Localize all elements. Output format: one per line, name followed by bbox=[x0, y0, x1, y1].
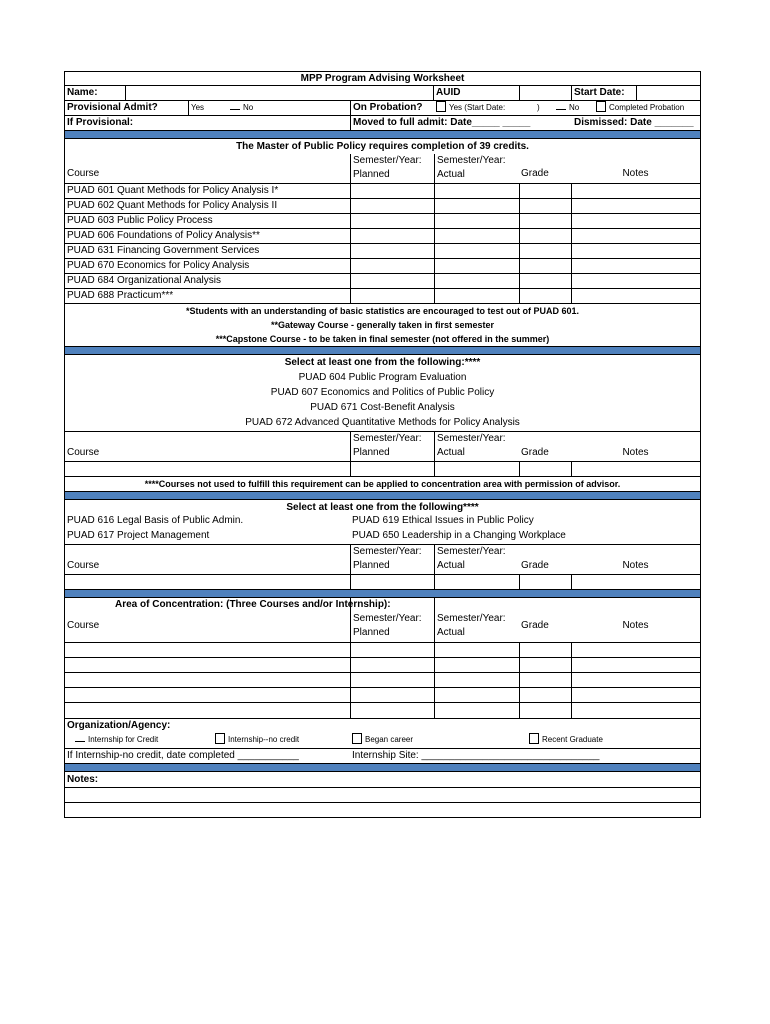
completed-probation-label: Completed Probation bbox=[609, 103, 685, 112]
core-intro: The Master of Public Policy requires completion of 39 credits. bbox=[236, 141, 529, 152]
actual-field[interactable] bbox=[434, 673, 519, 687]
planned-field[interactable] bbox=[350, 259, 434, 273]
table-row bbox=[64, 183, 701, 198]
notes-field[interactable] bbox=[571, 199, 700, 213]
elective1-col-course: Course bbox=[67, 447, 100, 458]
actual-field[interactable] bbox=[434, 184, 519, 198]
elective2-options-row-1 bbox=[64, 514, 701, 529]
grade-field[interactable] bbox=[519, 214, 571, 228]
provisional-row bbox=[64, 100, 701, 115]
actual-field[interactable] bbox=[434, 658, 519, 672]
concentration-col-grade: Grade bbox=[521, 620, 549, 631]
grade-field[interactable] bbox=[519, 673, 571, 687]
table-row bbox=[64, 228, 701, 243]
concentration-col-actual-line1: Semester/Year: bbox=[437, 613, 506, 624]
actual-field[interactable] bbox=[434, 229, 519, 243]
elective2-option: PUAD 619 Ethical Issues in Public Policy bbox=[352, 515, 534, 526]
probation-no-option[interactable] bbox=[554, 101, 594, 115]
advising-worksheet bbox=[64, 71, 701, 818]
table-row bbox=[64, 687, 701, 702]
elective2-col-actual-line1: Semester/Year: bbox=[437, 546, 506, 557]
core-col-planned-line2: Planned bbox=[353, 169, 390, 180]
course-field[interactable] bbox=[65, 673, 350, 687]
course-field[interactable] bbox=[65, 688, 350, 702]
notes-field[interactable] bbox=[571, 229, 700, 243]
internship-options-row bbox=[64, 733, 701, 748]
planned-field[interactable] bbox=[350, 703, 434, 718]
core-col-planned-line1: Semester/Year: bbox=[353, 155, 422, 166]
elective1-col-actual-line2: Actual bbox=[437, 447, 465, 458]
elective2-col-notes: Notes bbox=[622, 560, 649, 571]
actual-field[interactable] bbox=[434, 244, 519, 258]
actual-field[interactable] bbox=[434, 214, 519, 228]
probation-no-blank bbox=[556, 109, 566, 110]
internship-date-completed[interactable]: If Internship-no credit, date completed ___________ bbox=[67, 750, 299, 761]
concentration-col-notes: Notes bbox=[622, 620, 649, 631]
core-col-actual bbox=[434, 154, 519, 183]
grade-field[interactable] bbox=[519, 643, 571, 657]
grade-field[interactable] bbox=[519, 274, 571, 288]
actual-field[interactable] bbox=[434, 643, 519, 657]
provisional-no-blank bbox=[230, 109, 240, 110]
elective1-option: PUAD 607 Economics and Politics of Public Policy bbox=[270, 387, 495, 398]
elective2-heading-row bbox=[64, 499, 701, 514]
notes-field[interactable] bbox=[571, 214, 700, 228]
table-row bbox=[64, 574, 701, 589]
provisional-yes-option[interactable] bbox=[188, 101, 228, 115]
start-date-label: Start Date: bbox=[571, 86, 636, 100]
table-row bbox=[64, 213, 701, 228]
if-provisional-row bbox=[64, 115, 701, 130]
elective1-col-planned-line2: Planned bbox=[353, 447, 390, 458]
notes-field[interactable] bbox=[571, 462, 700, 476]
elective1-note: ****Courses not used to fulfill this requirement can be applied to concentration area with permission of advisor. bbox=[144, 479, 621, 489]
section-divider bbox=[64, 346, 701, 354]
organization-label: Organization/Agency: bbox=[67, 720, 171, 731]
elective1-heading: Select at least one from the following:**** bbox=[284, 357, 481, 368]
concentration-heading: Area of Concentration: (Three Courses and/or Internship): bbox=[115, 599, 391, 610]
course-name: PUAD 631 Financing Government Services bbox=[67, 245, 260, 256]
footnote-1: *Students with an understanding of basic statistics are encouraged to test out of PUAD 601. bbox=[185, 306, 580, 316]
internship-credit-blank bbox=[75, 741, 85, 742]
course-name: PUAD 603 Public Policy Process bbox=[67, 215, 213, 226]
elective2-col-actual bbox=[434, 545, 519, 574]
footnote-3: ***Capstone Course - to be taken in final semester (not offered in the summer) bbox=[215, 334, 550, 344]
table-row bbox=[64, 672, 701, 687]
name-row bbox=[64, 85, 701, 100]
table-row bbox=[64, 288, 701, 303]
notes-field[interactable] bbox=[571, 658, 700, 672]
recent-graduate-checkbox[interactable] bbox=[529, 733, 539, 744]
internship-no-credit-checkbox[interactable] bbox=[215, 733, 225, 744]
elective2-option: PUAD 616 Legal Basis of Public Admin. bbox=[67, 515, 244, 526]
grade-field[interactable] bbox=[519, 199, 571, 213]
notes-field[interactable] bbox=[571, 643, 700, 657]
notes-field[interactable] bbox=[571, 575, 700, 589]
grade-field[interactable] bbox=[519, 462, 571, 476]
planned-field[interactable] bbox=[350, 214, 434, 228]
moved-to-full-label: Moved to full admit: Date_____ _____ bbox=[350, 116, 570, 130]
concentration-col-actual bbox=[434, 597, 519, 642]
elective2-col-actual-line2: Actual bbox=[437, 560, 465, 571]
grade-field[interactable] bbox=[519, 703, 571, 718]
notes-field[interactable] bbox=[571, 244, 700, 258]
probation-close-paren: ) bbox=[537, 103, 540, 112]
core-col-grade: Grade bbox=[521, 168, 549, 179]
internship-no-credit-option[interactable] bbox=[213, 733, 350, 748]
if-provisional-label: If Provisional: bbox=[67, 117, 134, 128]
grade-field[interactable] bbox=[519, 184, 571, 198]
recent-graduate-label: Recent Graduate bbox=[542, 735, 603, 744]
probation-no-label: No bbox=[569, 103, 580, 112]
auid-label: AUID bbox=[433, 86, 519, 100]
recent-graduate-option[interactable] bbox=[527, 733, 699, 748]
elective1-col-actual-line1: Semester/Year: bbox=[437, 433, 506, 444]
completed-probation-checkbox[interactable] bbox=[596, 101, 606, 112]
course-name: PUAD 602 Quant Methods for Policy Analysis II bbox=[67, 200, 278, 211]
planned-field[interactable] bbox=[350, 229, 434, 243]
probation-yes-checkbox[interactable] bbox=[436, 101, 446, 112]
provisional-admit-label: Provisional Admit? bbox=[67, 102, 158, 113]
concentration-col-planned-line2: Planned bbox=[353, 627, 390, 638]
course-name: PUAD 684 Organizational Analysis bbox=[67, 275, 221, 286]
table-row bbox=[64, 642, 701, 657]
actual-field[interactable] bbox=[434, 462, 519, 476]
grade-field[interactable] bbox=[519, 658, 571, 672]
notes-line[interactable] bbox=[64, 802, 701, 818]
provisional-no-option[interactable] bbox=[228, 101, 288, 115]
elective2-col-course: Course bbox=[67, 560, 100, 571]
table-row bbox=[64, 243, 701, 258]
planned-field[interactable] bbox=[350, 673, 434, 687]
core-col-notes: Notes bbox=[622, 168, 649, 179]
elective1-options bbox=[64, 354, 701, 431]
core-footnotes bbox=[64, 303, 701, 346]
planned-field[interactable] bbox=[350, 643, 434, 657]
provisional-yes-label: Yes bbox=[191, 103, 205, 112]
actual-field[interactable] bbox=[434, 259, 519, 273]
elective2-col-planned-line2: Planned bbox=[353, 560, 390, 571]
section-divider bbox=[64, 763, 701, 771]
internship-details-row bbox=[64, 748, 701, 763]
grade-field[interactable] bbox=[519, 244, 571, 258]
actual-field[interactable] bbox=[434, 274, 519, 288]
elective1-option: PUAD 671 Cost-Benefit Analysis bbox=[310, 402, 455, 413]
notes-label: Notes: bbox=[67, 774, 99, 785]
section-divider bbox=[64, 491, 701, 499]
core-course-table bbox=[64, 183, 701, 303]
core-col-course: Course bbox=[67, 168, 100, 179]
planned-field[interactable] bbox=[350, 274, 434, 288]
section-divider bbox=[64, 589, 701, 597]
core-col-actual-line2: Actual bbox=[437, 169, 465, 180]
elective2-col-planned bbox=[350, 545, 434, 574]
began-career-label: Began career bbox=[365, 735, 414, 744]
elective1-col-notes: Notes bbox=[622, 447, 649, 458]
table-row bbox=[64, 461, 701, 476]
course-name: PUAD 606 Foundations of Policy Analysis** bbox=[67, 230, 260, 241]
notes-field[interactable] bbox=[571, 688, 700, 702]
began-career-option[interactable] bbox=[350, 733, 520, 748]
notes-field[interactable] bbox=[571, 673, 700, 687]
table-row bbox=[64, 258, 701, 273]
grade-field[interactable] bbox=[519, 688, 571, 702]
table-row bbox=[64, 273, 701, 288]
worksheet-title-row bbox=[64, 71, 701, 85]
auid-field[interactable] bbox=[519, 86, 571, 100]
elective1-option: PUAD 604 Public Program Evaluation bbox=[298, 372, 467, 383]
footnote-2: **Gateway Course - generally taken in first semester bbox=[270, 320, 495, 330]
internship-no-credit-label: Internship--no credit bbox=[228, 735, 300, 744]
core-col-planned bbox=[350, 154, 434, 183]
elective1-header-row bbox=[64, 431, 701, 461]
elective2-header-row bbox=[64, 544, 701, 574]
notes-field[interactable] bbox=[571, 274, 700, 288]
notes-field[interactable] bbox=[571, 703, 700, 718]
elective2-col-grade: Grade bbox=[521, 560, 549, 571]
completed-probation-option[interactable] bbox=[594, 101, 700, 115]
grade-field[interactable] bbox=[519, 229, 571, 243]
table-row bbox=[64, 657, 701, 672]
internship-credit-label: Internship for Credit bbox=[88, 735, 159, 744]
dismissed-label: Dismissed: Date _______ bbox=[574, 117, 694, 128]
course-field[interactable] bbox=[65, 643, 350, 657]
elective1-col-grade: Grade bbox=[521, 447, 549, 458]
actual-field[interactable] bbox=[434, 688, 519, 702]
course-field[interactable] bbox=[65, 575, 350, 589]
course-field[interactable] bbox=[65, 462, 350, 476]
course-name: PUAD 670 Economics for Policy Analysis bbox=[67, 260, 250, 271]
began-career-checkbox[interactable] bbox=[352, 733, 362, 744]
core-header-row bbox=[64, 154, 701, 183]
elective1-col-actual bbox=[434, 432, 519, 461]
section-divider bbox=[64, 130, 701, 138]
planned-field[interactable] bbox=[350, 244, 434, 258]
planned-field[interactable] bbox=[350, 658, 434, 672]
table-row bbox=[64, 702, 701, 718]
organization-row bbox=[64, 718, 701, 733]
course-name: PUAD 688 Practicum*** bbox=[67, 290, 174, 301]
grade-field[interactable] bbox=[519, 259, 571, 273]
name-label: Name: bbox=[67, 87, 98, 98]
course-name: PUAD 601 Quant Methods for Policy Analysis I* bbox=[67, 185, 279, 196]
concentration-col-planned-line1: Semester/Year: bbox=[353, 613, 422, 624]
concentration-col-actual-line2: Actual bbox=[437, 627, 465, 638]
table-row bbox=[64, 198, 701, 213]
notes-label-row bbox=[64, 771, 701, 787]
core-intro-row bbox=[64, 138, 701, 154]
elective2-option: PUAD 617 Project Management bbox=[67, 530, 210, 541]
actual-field[interactable] bbox=[434, 289, 519, 303]
notes-field[interactable] bbox=[571, 289, 700, 303]
elective1-option: PUAD 672 Advanced Quantitative Methods for Policy Analysis bbox=[245, 417, 520, 428]
elective2-options-row-2 bbox=[64, 529, 701, 544]
concentration-col-planned bbox=[350, 597, 434, 642]
probation-yes-label: Yes (Start Date: bbox=[449, 103, 506, 112]
planned-field[interactable] bbox=[350, 462, 434, 476]
on-probation-label: On Probation? bbox=[350, 101, 434, 115]
core-col-actual-line1: Semester/Year: bbox=[437, 155, 506, 166]
elective1-col-planned-line1: Semester/Year: bbox=[353, 433, 422, 444]
elective2-heading: Select at least one from the following**** bbox=[286, 502, 479, 513]
internship-credit-option[interactable] bbox=[73, 733, 213, 748]
grade-field[interactable] bbox=[519, 575, 571, 589]
elective2-col-planned-line1: Semester/Year: bbox=[353, 546, 422, 557]
planned-field[interactable] bbox=[350, 575, 434, 589]
elective2-option: PUAD 650 Leadership in a Changing Workplace bbox=[352, 530, 566, 541]
notes-field[interactable] bbox=[571, 184, 700, 198]
actual-field[interactable] bbox=[434, 575, 519, 589]
actual-field[interactable] bbox=[434, 703, 519, 718]
concentration-header-row bbox=[64, 612, 701, 642]
worksheet-title: MPP Program Advising Worksheet bbox=[300, 73, 465, 84]
planned-field[interactable] bbox=[350, 199, 434, 213]
provisional-no-label: No bbox=[243, 103, 254, 112]
notes-field[interactable] bbox=[571, 259, 700, 273]
actual-field[interactable] bbox=[434, 199, 519, 213]
planned-field[interactable] bbox=[350, 289, 434, 303]
grade-field[interactable] bbox=[519, 289, 571, 303]
internship-site[interactable]: Internship Site: ________________________________ bbox=[352, 750, 600, 761]
concentration-col-course: Course bbox=[67, 620, 100, 631]
elective1-note-row bbox=[64, 476, 701, 491]
planned-field[interactable] bbox=[350, 184, 434, 198]
elective1-col-planned bbox=[350, 432, 434, 461]
course-field[interactable] bbox=[65, 658, 350, 672]
planned-field[interactable] bbox=[350, 688, 434, 702]
course-field[interactable] bbox=[65, 703, 350, 718]
start-date-field[interactable] bbox=[636, 86, 700, 100]
notes-line[interactable] bbox=[64, 787, 701, 802]
